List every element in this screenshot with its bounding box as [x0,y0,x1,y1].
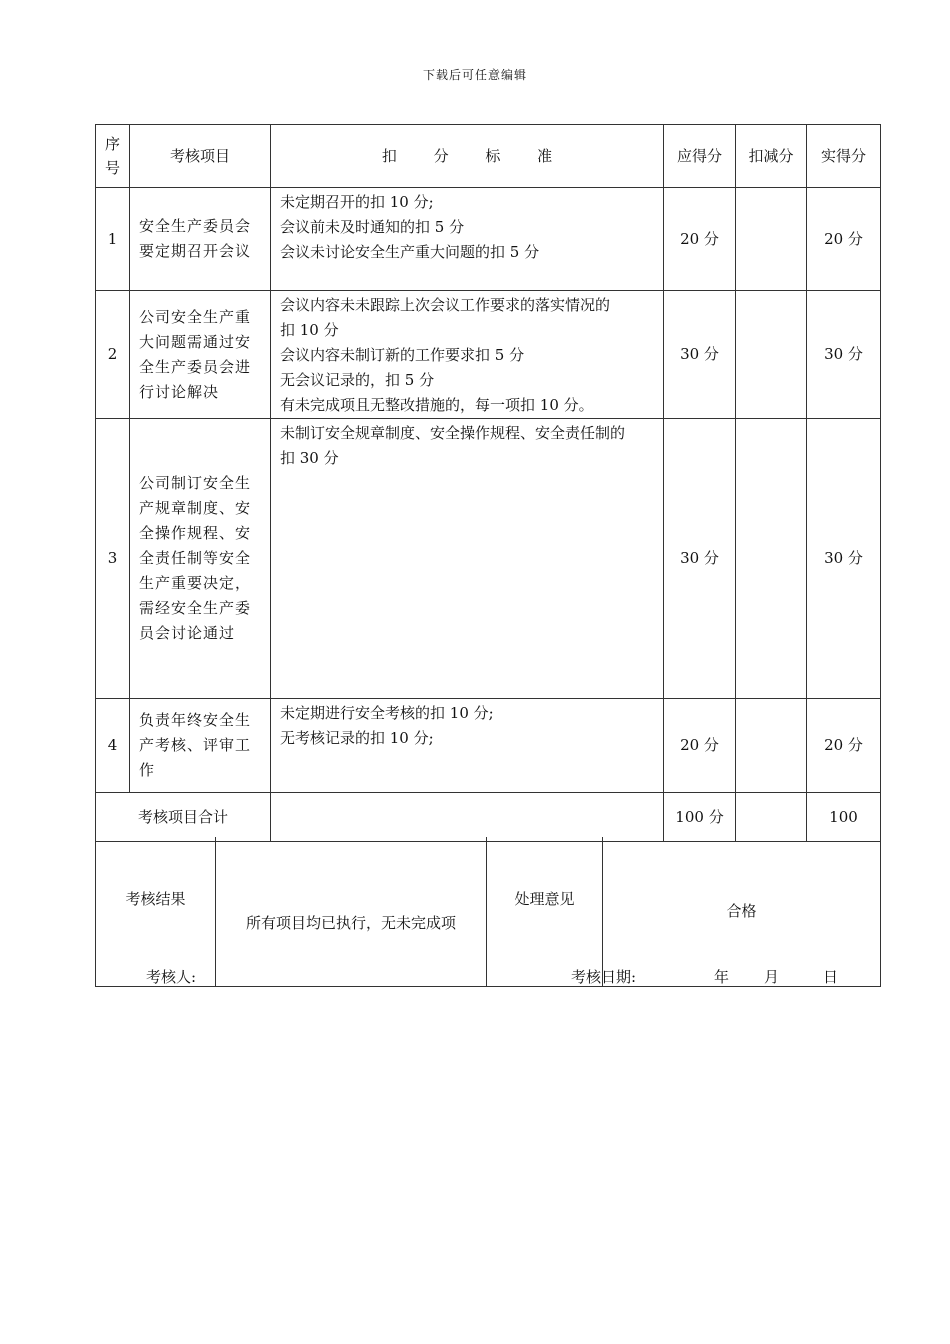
table-row [96,419,881,699]
row-no: 2 [96,291,130,419]
row-due: 20 分 [664,188,736,291]
result-table [95,837,881,987]
result-label: 考核结果 [96,837,216,987]
criteria-line: 未制订安全规章制度、安全操作规程、安全责任制的 [280,424,626,442]
table-row [96,699,881,793]
total-label: 考核项目合计 [96,793,271,842]
header-item: 考核项目 [130,125,271,188]
row-actual: 20 分 [807,699,881,793]
row-criteria [271,188,664,291]
criteria-line: 扣 10 分 [280,321,339,339]
criteria-line: 会议内容未未跟踪上次会议工作要求的落实情况的 [280,296,611,314]
criteria-line: 未定期进行安全考核的扣 10 分; [280,704,494,722]
opinion-label: 处理意见 [487,837,603,987]
header-due: 应得分 [664,125,736,188]
row-criteria [271,291,664,419]
date-month: 月 [764,968,780,986]
row-item: 安全生产委员会要定期召开会议 [130,188,271,291]
criteria-line: 会议内容未制订新的工作要求扣 5 分 [280,346,525,364]
row-no: 1 [96,188,130,291]
row-deduct [736,188,807,291]
row-item: 公司安全生产重大问题需通过安全生产委员会进行讨论解决 [130,291,271,419]
row-due: 30 分 [664,291,736,419]
row-deduct [736,699,807,793]
header-criteria-text: 扣 分 标 准 [381,146,569,165]
header-no: 序号 [96,125,130,188]
reviewer-label: 考核人: [146,968,197,986]
row-actual: 30 分 [807,291,881,419]
table-header-row [96,125,881,188]
total-due: 100 分 [664,793,736,842]
criteria-line: 无会议记录的，扣 5 分 [280,371,435,389]
criteria-line: 未定期召开的扣 10 分; [280,193,434,211]
criteria-line: 会议前未及时通知的扣 5 分 [280,218,465,236]
total-actual: 100 [807,793,881,842]
row-item: 公司制订安全生产规章制度、安全操作规程、安全责任制等安全生产重要决定，需经安全生产委员会讨论通过 [130,419,271,699]
assessment-table [95,124,881,842]
opinion-value: 合格 [603,837,881,987]
criteria-line: 有未完成项且无整改措施的，每一项扣 10 分。 [280,396,594,414]
row-actual: 30 分 [807,419,881,699]
table-row [96,291,881,419]
result-row [96,837,881,987]
row-no: 3 [96,419,130,699]
criteria-line: 无考核记录的扣 10 分; [280,729,434,747]
table-row [96,188,881,291]
date-year: 年 [714,968,730,986]
header-criteria [271,125,664,188]
row-criteria [271,699,664,793]
total-criteria [271,793,664,842]
date-label: 考核日期: [571,968,637,986]
header-note: 下载后可任意编辑 [422,68,527,82]
date-day: 日 [823,968,839,986]
row-no: 4 [96,699,130,793]
row-item: 负责年终安全生产考核、评审工作 [130,699,271,793]
row-due: 30 分 [664,419,736,699]
row-deduct [736,291,807,419]
total-deduct [736,793,807,842]
row-deduct [736,419,807,699]
header-actual: 实得分 [807,125,881,188]
criteria-line: 会议未讨论安全生产重大问题的扣 5 分 [280,243,540,261]
row-actual: 20 分 [807,188,881,291]
row-criteria [271,419,664,699]
row-due: 20 分 [664,699,736,793]
total-row [96,793,881,842]
result-value: 所有项目均已执行，无未完成项 [216,837,487,987]
header-deduct: 扣减分 [736,125,807,188]
criteria-line: 扣 30 分 [280,449,339,467]
